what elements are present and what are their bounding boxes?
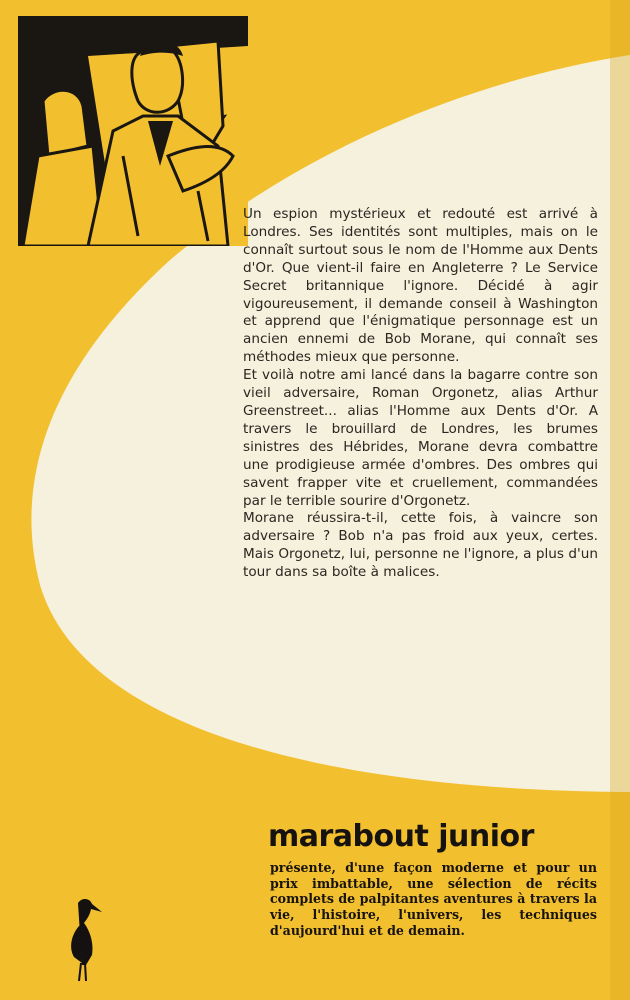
blurb-paragraph-2: Et voilà notre ami lancé dans la bagarre contre son vieil adversaire, Roman Orgonetz, alias Arthur Greenstreet... alias l'Homme aux Dents d'Or. A travers le brouillard de Londres, les brumes sinistres des Hébrides, Morane devra combattre une prodigieuse armée d'ombres. Des ombres qui savent frapper vite et cruellement, commandées par le terrible sourire d'Orgonetz. [243,367,598,509]
bob-morane-illustration [18,16,248,246]
series-tagline: présente, d'une façon moderne et pour un prix imbattable, une sélection de récits complets de palpitantes aventures à travers la vie, l'histoire, l'univers, les techniques d'aujourd'hui et de demain. [270,860,597,938]
blurb-paragraph-1: Un espion mystérieux et redouté est arrivé à Londres. Ses identités sont multiples, mais on le connaît surtout sous le nom de l'Homme aux Dents d'Or. Que vient-il faire en Angleterre ? Le Service Secret britannique l'ignore. Décidé à agir vigoureusement, il demande conseil à Washington et apprend que l'énigmatique personnage est un ancien ennemi de Bob Morane, qui connaît ses méthodes mieux que personne. [243,206,598,366]
marabout-stork-icon [54,895,104,983]
blurb-paragraph-3: Morane réussira-t-il, cette fois, à vaincre son adversaire ? Bob n'a pas froid aux yeux, certes. Mais Orgonetz, lui, personne ne l'ignore, a plus d'un tour dans sa boîte à malices. [243,510,598,581]
blurb-text [243,206,598,582]
series-name: marabout junior [268,819,534,854]
